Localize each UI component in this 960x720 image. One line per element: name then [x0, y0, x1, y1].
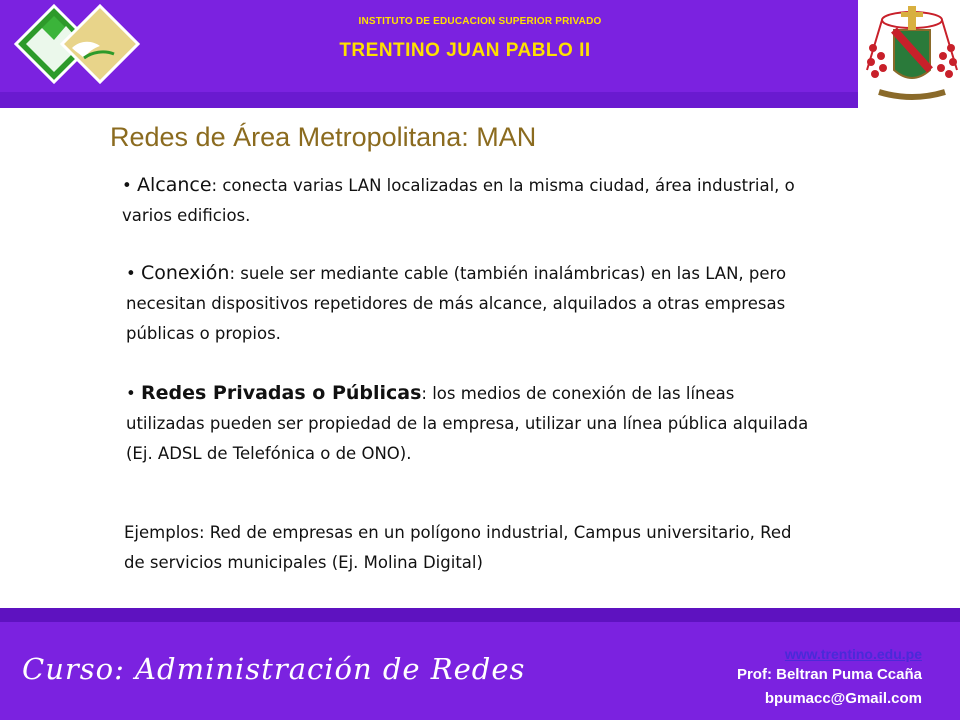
- bullet-redes: • Redes Privadas o Públicas: los medios de conexión de las líneas utilizadas pueden ser propiedad de la empresa, utilizar una línea pública alquilada (Ej. ADSL de Telefónica o de ONO).: [126, 382, 809, 463]
- bullet-conexion: • Conexión: suele ser mediante cable (también inalámbricas) en las LAN, pero necesitan dispositivos repetidores de más alcance, alquilados a otras empresas públicas o propios.: [126, 262, 787, 343]
- bullet-text: : los medios de conexión de las líneas utilizadas pueden ser propiedad de la empresa, utilizar una línea pública alquilada (Ej. ADSL de Telefónica o de ONO).: [126, 384, 809, 463]
- course-name: Curso: Administración de Redes: [22, 652, 526, 686]
- bullet-alcance: • Alcance: conecta varias LAN localizadas en la misma ciudad, área industrial, o varios edificios.: [122, 174, 795, 225]
- bullet-text: : conecta varias LAN localizadas en la misma ciudad, área industrial, o varios edificios.: [122, 176, 795, 225]
- header: [0, 0, 960, 108]
- bullet-term: Redes Privadas o Públicas: [140, 382, 422, 404]
- institute-subtitle: INSTITUTO DE EDUCACION SUPERIOR PRIVADO: [358, 16, 602, 27]
- institute-name: TRENTINO JUAN PABLO II: [339, 40, 591, 61]
- email-address: bpumacc@Gmail.com: [764, 690, 922, 707]
- website-link[interactable]: www.trentino.edu.pe: [784, 646, 922, 662]
- professor-name: Prof: Beltran Puma Ccaña: [736, 666, 922, 683]
- coat-of-arms-icon: [858, 0, 960, 108]
- slide-title: Redes de Área Metropolitana: MAN: [110, 122, 537, 152]
- bullet-text: : suele ser mediante cable (también inalámbricas) en las LAN, pero necesitan dispositivos repetidores de más alcance, alquilados a otras empresas públicas o propios.: [126, 264, 787, 343]
- institute-logo-icon: [14, 4, 142, 84]
- bullet-term: Conexión: [140, 262, 230, 284]
- bullet-term: Alcance: [136, 174, 212, 196]
- examples-paragraph: Ejemplos: Red de empresas en un polígono industrial, Campus universitario, Red de servicios municipales (Ej. Molina Digital): [124, 523, 792, 572]
